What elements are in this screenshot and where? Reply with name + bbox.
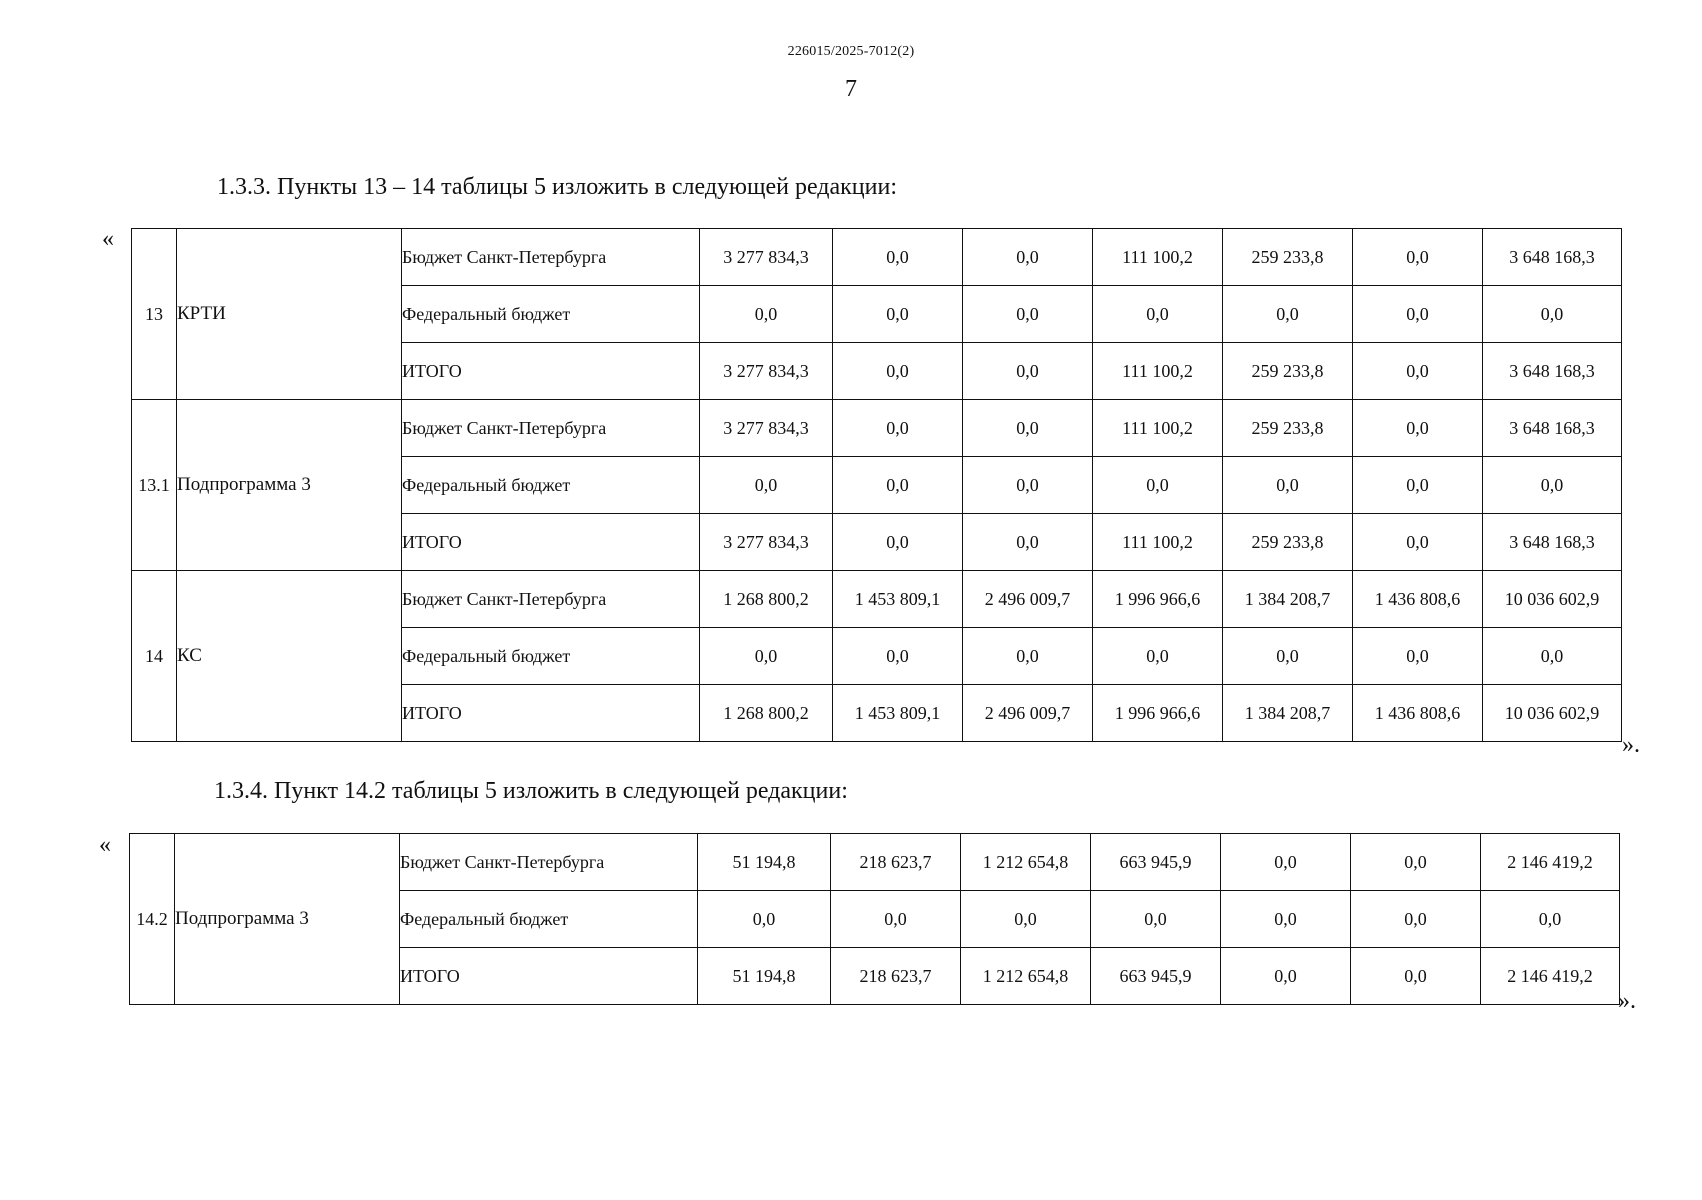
item-name: Подпрограмма 3 [175, 834, 400, 1005]
amount-cell: 0,0 [1353, 514, 1483, 571]
amount-cell: 0,0 [963, 628, 1093, 685]
amount-cell: 0,0 [1223, 457, 1353, 514]
amount-cell: 0,0 [1351, 948, 1481, 1005]
amount-cell: 0,0 [963, 514, 1093, 571]
item-number: 14.2 [130, 834, 175, 1005]
amount-cell: 1 268 800,2 [700, 685, 833, 742]
document-id: 226015/2025-7012(2) [787, 44, 915, 59]
table-row [132, 400, 1622, 457]
amount-cell: 111 100,2 [1093, 343, 1223, 400]
amount-cell: 3 648 168,3 [1483, 514, 1622, 571]
item-number: 14 [132, 571, 177, 742]
table-row [132, 229, 1622, 286]
amount-cell: 10 036 602,9 [1483, 685, 1622, 742]
section-2-open-quote: « [99, 832, 111, 858]
amount-cell: 1 212 654,8 [961, 834, 1091, 891]
item-name: КРТИ [177, 229, 402, 400]
amount-cell: 0,0 [961, 891, 1091, 948]
amount-cell: 0,0 [1093, 286, 1223, 343]
section-1-table [131, 228, 1622, 742]
amount-cell: 1 384 208,7 [1223, 685, 1353, 742]
amount-cell: 0,0 [833, 514, 963, 571]
item-number: 13.1 [132, 400, 177, 571]
amount-cell: 1 436 808,6 [1353, 571, 1483, 628]
section-1-open-quote: « [102, 226, 114, 252]
amount-cell: 1 268 800,2 [700, 571, 833, 628]
item-number: 13 [132, 229, 177, 400]
amount-cell: 0,0 [700, 286, 833, 343]
amount-cell: 0,0 [1093, 628, 1223, 685]
table-row [130, 834, 1620, 891]
amount-cell: 0,0 [1353, 628, 1483, 685]
funding-source: Бюджет Санкт-Петербурга [402, 400, 700, 457]
amount-cell: 0,0 [1223, 628, 1353, 685]
funding-source: Бюджет Санкт-Петербурга [402, 229, 700, 286]
amount-cell: 0,0 [831, 891, 961, 948]
amount-cell: 3 648 168,3 [1483, 229, 1622, 286]
amount-cell: 0,0 [963, 400, 1093, 457]
amount-cell: 0,0 [833, 457, 963, 514]
item-name: КС [177, 571, 402, 742]
amount-cell: 1 453 809,1 [833, 571, 963, 628]
amount-cell: 2 146 419,2 [1481, 834, 1620, 891]
section-1-heading: 1.3.3. Пункты 13 – 14 таблицы 5 изложить в следующей редакции: [217, 174, 898, 200]
amount-cell: 111 100,2 [1093, 514, 1223, 571]
amount-cell: 0,0 [1353, 400, 1483, 457]
amount-cell: 1 996 966,6 [1093, 571, 1223, 628]
amount-cell: 0,0 [700, 628, 833, 685]
amount-cell: 0,0 [1351, 891, 1481, 948]
funding-source: Федеральный бюджет [402, 457, 700, 514]
amount-cell: 2 496 009,7 [963, 685, 1093, 742]
item-name: Подпрограмма 3 [177, 400, 402, 571]
amount-cell: 0,0 [700, 457, 833, 514]
amount-cell: 0,0 [1353, 229, 1483, 286]
funding-source: Федеральный бюджет [402, 286, 700, 343]
amount-cell: 0,0 [1091, 891, 1221, 948]
amount-cell: 1 436 808,6 [1353, 685, 1483, 742]
amount-cell: 2 146 419,2 [1481, 948, 1620, 1005]
amount-cell: 0,0 [963, 457, 1093, 514]
amount-cell: 663 945,9 [1091, 948, 1221, 1005]
section-2-heading: 1.3.4. Пункт 14.2 таблицы 5 изложить в следующей редакции: [214, 778, 848, 804]
amount-cell: 218 623,7 [831, 834, 961, 891]
amount-cell: 3 277 834,3 [700, 229, 833, 286]
section-2-table [129, 833, 1620, 1005]
amount-cell: 0,0 [1481, 891, 1620, 948]
amount-cell: 3 277 834,3 [700, 343, 833, 400]
amount-cell: 3 648 168,3 [1483, 343, 1622, 400]
amount-cell: 0,0 [1221, 834, 1351, 891]
funding-source: Федеральный бюджет [402, 628, 700, 685]
amount-cell: 0,0 [963, 343, 1093, 400]
amount-cell: 111 100,2 [1093, 229, 1223, 286]
funding-source: Бюджет Санкт-Петербурга [400, 834, 698, 891]
amount-cell: 0,0 [963, 229, 1093, 286]
amount-cell: 0,0 [698, 891, 831, 948]
amount-cell: 0,0 [833, 229, 963, 286]
amount-cell: 0,0 [833, 400, 963, 457]
amount-cell: 0,0 [1223, 286, 1353, 343]
funding-source: ИТОГО [402, 514, 700, 571]
section-2-close-quote: ». [1618, 988, 1636, 1014]
amount-cell: 259 233,8 [1223, 229, 1353, 286]
amount-cell: 0,0 [833, 286, 963, 343]
funding-source: Бюджет Санкт-Петербурга [402, 571, 700, 628]
amount-cell: 1 996 966,6 [1093, 685, 1223, 742]
amount-cell: 0,0 [1483, 628, 1622, 685]
page-number: 7 [845, 76, 857, 102]
funding-source: ИТОГО [400, 948, 698, 1005]
amount-cell: 0,0 [1221, 948, 1351, 1005]
amount-cell: 1 453 809,1 [833, 685, 963, 742]
amount-cell: 0,0 [1483, 286, 1622, 343]
amount-cell: 111 100,2 [1093, 400, 1223, 457]
amount-cell: 259 233,8 [1223, 400, 1353, 457]
amount-cell: 10 036 602,9 [1483, 571, 1622, 628]
amount-cell: 663 945,9 [1091, 834, 1221, 891]
amount-cell: 51 194,8 [698, 948, 831, 1005]
amount-cell: 0,0 [1483, 457, 1622, 514]
amount-cell: 0,0 [1351, 834, 1481, 891]
amount-cell: 1 384 208,7 [1223, 571, 1353, 628]
amount-cell: 0,0 [1353, 343, 1483, 400]
amount-cell: 0,0 [1353, 286, 1483, 343]
amount-cell: 0,0 [1221, 891, 1351, 948]
amount-cell: 0,0 [1093, 457, 1223, 514]
amount-cell: 3 277 834,3 [700, 514, 833, 571]
amount-cell: 0,0 [963, 286, 1093, 343]
amount-cell: 51 194,8 [698, 834, 831, 891]
amount-cell: 0,0 [833, 628, 963, 685]
amount-cell: 0,0 [833, 343, 963, 400]
amount-cell: 218 623,7 [831, 948, 961, 1005]
amount-cell: 2 496 009,7 [963, 571, 1093, 628]
amount-cell: 3 648 168,3 [1483, 400, 1622, 457]
amount-cell: 259 233,8 [1223, 343, 1353, 400]
funding-source: ИТОГО [402, 685, 700, 742]
amount-cell: 259 233,8 [1223, 514, 1353, 571]
funding-source: Федеральный бюджет [400, 891, 698, 948]
section-1-close-quote: ». [1622, 732, 1640, 758]
amount-cell: 1 212 654,8 [961, 948, 1091, 1005]
amount-cell: 0,0 [1353, 457, 1483, 514]
table-row [132, 571, 1622, 628]
amount-cell: 3 277 834,3 [700, 400, 833, 457]
funding-source: ИТОГО [402, 343, 700, 400]
